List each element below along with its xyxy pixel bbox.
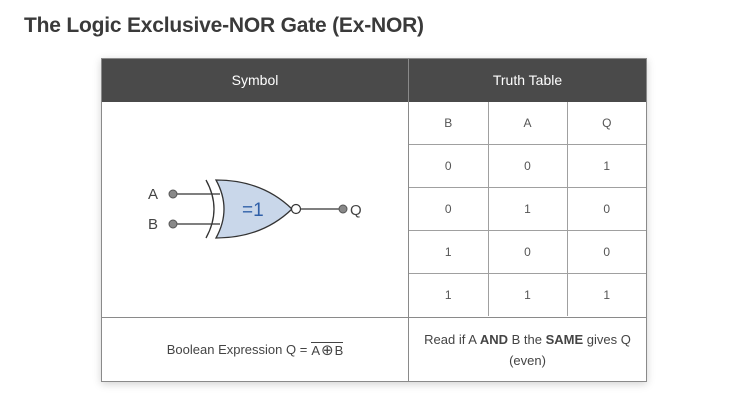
expression-prefix: Boolean Expression Q =	[166, 342, 308, 357]
cell-b: 0	[409, 145, 488, 188]
reading-note	[409, 318, 646, 381]
expression-operand-a: A	[311, 342, 320, 358]
note-same: SAME	[545, 331, 584, 347]
cell-q: 1	[567, 145, 646, 188]
cell-a: 1	[488, 274, 567, 317]
expression-overline	[311, 342, 343, 358]
cell-a: 0	[488, 231, 567, 274]
boolean-expression	[102, 318, 408, 381]
inversion-bubble	[292, 205, 301, 214]
gate-label: =1	[242, 200, 264, 221]
cell-b: 0	[409, 188, 488, 231]
note-pre: Read if A	[424, 331, 477, 347]
xnor-gate-symbol	[102, 102, 408, 317]
exclusive-curve	[206, 180, 214, 238]
truth-table	[409, 102, 646, 316]
note-post: gives Q (even)	[509, 331, 631, 368]
truth-table-header-row	[409, 102, 646, 145]
table-row	[409, 274, 646, 317]
output-q-label: Q	[350, 202, 362, 219]
note-and: AND	[479, 331, 508, 347]
cell-b: 1	[409, 231, 488, 274]
cell-q: 0	[567, 188, 646, 231]
input-a-pin	[169, 190, 177, 198]
truth-table-header: Truth Table	[492, 72, 563, 88]
input-b-label: B	[148, 216, 159, 233]
table-row	[409, 145, 646, 188]
output-pin	[339, 205, 347, 213]
gate-table	[101, 58, 647, 382]
page-title: The Logic Exclusive-NOR Gate (Ex-NOR)	[24, 14, 424, 37]
column-header-b: B	[409, 102, 488, 145]
xor-symbol: ⊕	[320, 341, 334, 359]
column-header-q: Q	[567, 102, 646, 145]
cell-q: 0	[567, 231, 646, 274]
table-row	[409, 188, 646, 231]
input-a-label: A	[148, 186, 159, 203]
input-b-pin	[169, 220, 177, 228]
cell-b: 1	[409, 274, 488, 317]
note-mid: B the	[511, 331, 542, 347]
cell-a: 0	[488, 145, 567, 188]
column-header-a: A	[488, 102, 567, 145]
table-header	[102, 59, 646, 102]
symbol-header: Symbol	[231, 72, 279, 88]
table-row	[409, 231, 646, 274]
expression-operand-b: B	[334, 342, 344, 358]
cell-a: 1	[488, 188, 567, 231]
cell-q: 1	[567, 274, 646, 317]
